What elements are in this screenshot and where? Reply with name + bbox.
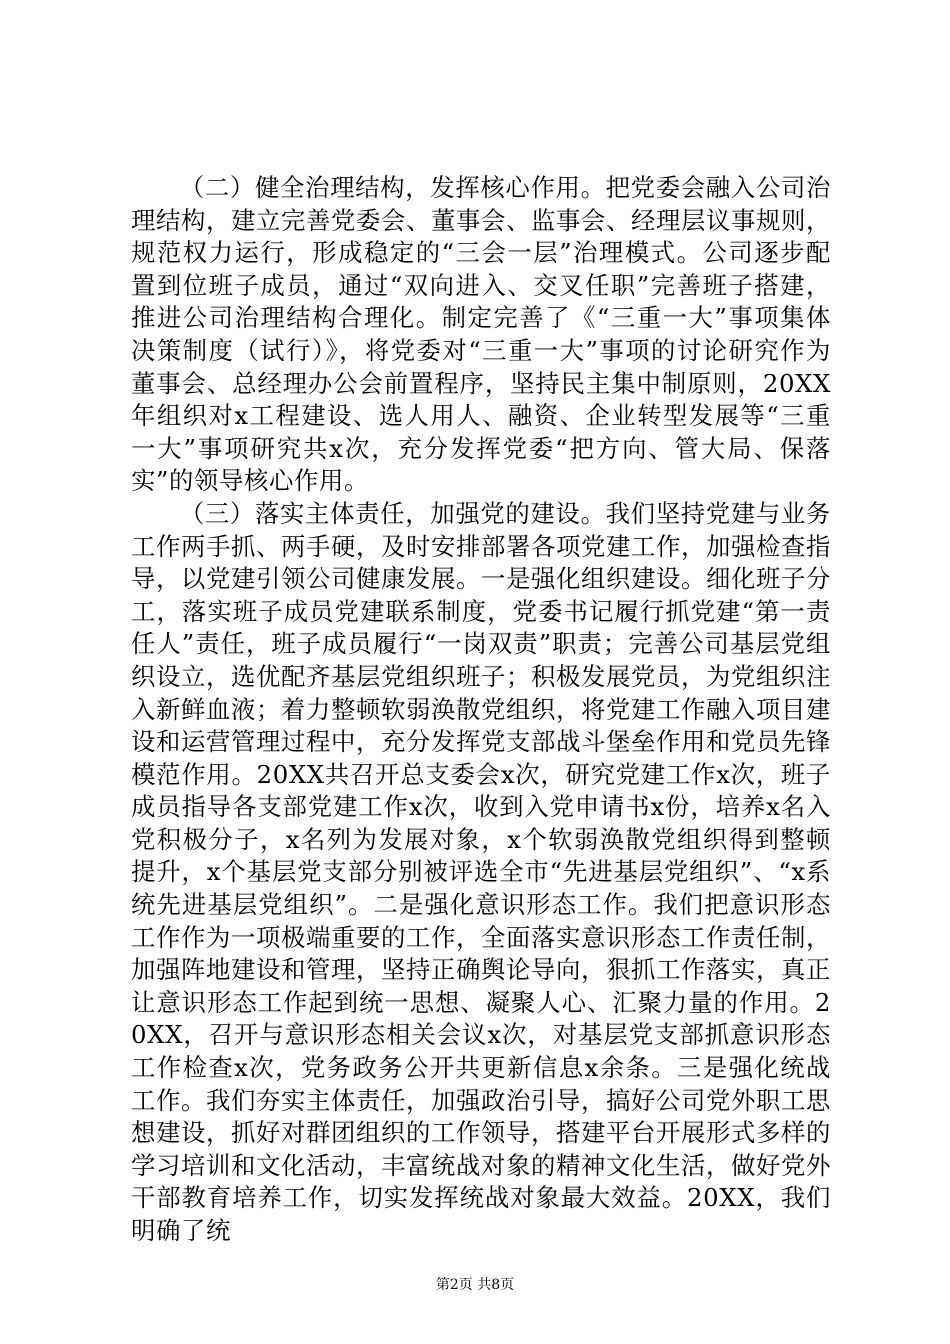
paragraph-party-building: （三）落实主体责任，加强党的建设。我们坚持党建与业务工作两手抓、两手硬，及时安排部署各项党建工作，加强检查指导，以党建引领公司健康发展。一是强化组织建设。细化班子分工，落实班子成员党建联系制度，党委书记履行抓党建“第一责任人”责任，班子成员履行“一岗双责”职责；完善公司基层党组织设立，选优配齐基层党组织班子；积极发展党员，为党组织注入新鲜血液；着力整顿软弱涣散党组织，将党建工作融入项目建设和运营管理过程中，充分发挥党支部战斗堡垒作用和党员先锋模范作用。20XX共召开总支委会x次，研究党建工作x次，班子成员指导各支部党建工作x次，收到入党申请书x份，培养x名入党积极分子，x名列为发展对象，x个软弱涣散党组织得到整顿提升，x个基层党支部分别被评选全市“先进基层党组织”、“x系统先进基层党组织”。二是强化意识形态工作。我们把意识形态工作作为一项极端重要的工作，全面落实意识形态工作责任制，加强阵地建设和管理，坚持正确舆论导向，狠抓工作落实，真正让意识形态工作起到统一思想、凝聚人心、汇聚力量的作用。20XX，召开与意识形态相关会议x次，对基层党支部抓意识形态工作检查x次，党务政务公开共更新信息x余条。三是强化统战工作。我们夯实主体责任，加强政治引导，搞好公司党外职工思想建设，抓好对群团组织的工作领导，搭建平台开展形式多样的学习培训和文化活动，丰富统战对象的精神文化生活，做好党外干部教育培养工作，切实发挥统战对象最大效益。20XX，我们明确了统 [131, 498, 831, 1245]
page-number-footer: 第2页 共8页 [435, 1277, 515, 1293]
paragraph-governance-structure: （二）健全治理结构，发挥核心作用。把党委会融入公司治理结构，建立完善党委会、董事会、监事会、经理层议事规则，规范权力运行，形成稳定的“三会一层”治理模式。公司逐步配置到位班子成员，通过“双向进入、交叉任职”完善班子搭建，推进公司治理结构合理化。制定完善了《“三重一大”事项集体决策制度（试行）》，将党委对“三重一大”事项的讨论研究作为董事会、总经理办公会前置程序，坚持民主集中制原则，20XX年组织对x工程建设、选人用人、融资、企业转型发展等“三重一大”事项研究共x次，充分发挥党委“把方向、管大局、保落实”的领导核心作用。 [131, 173, 831, 496]
document-body [131, 172, 831, 1248]
